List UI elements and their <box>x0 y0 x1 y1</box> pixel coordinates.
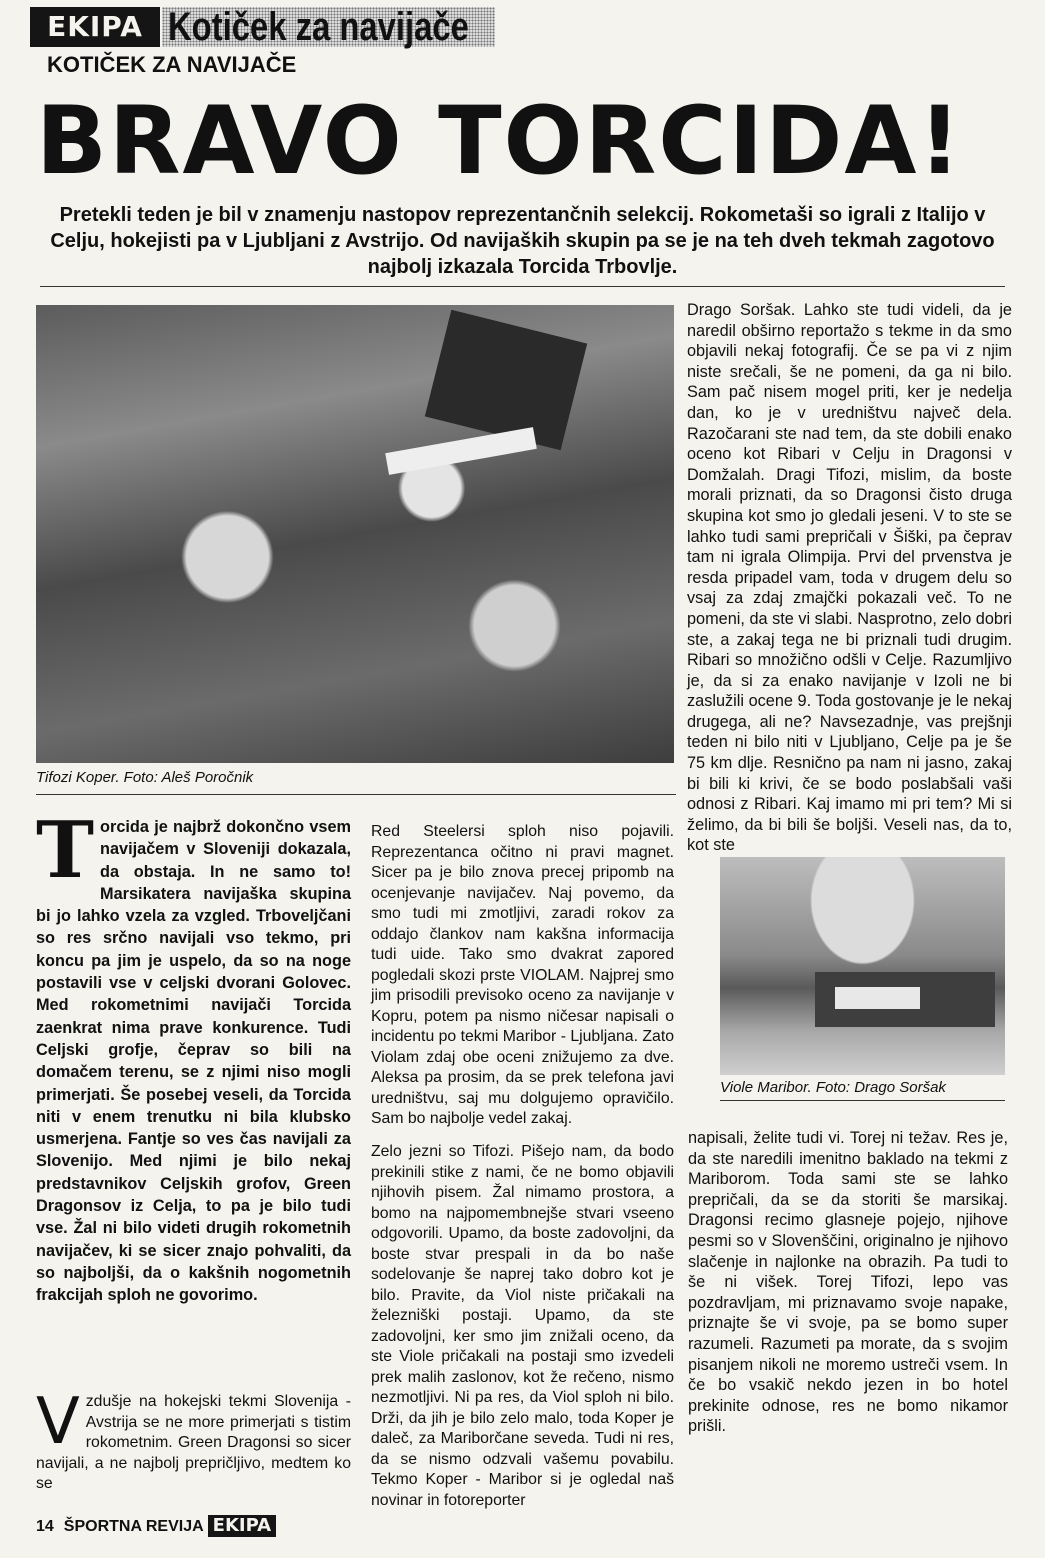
photo-caption: Tifozi Koper. Foto: Aleš Poročnik <box>36 769 254 786</box>
article-column-middle-bottom: Zelo jezni so Tifozi. Pišejo nam, da bodo prekinili stike z nami, če ne bomo objavili njihovih pisem. Žal nimamo prostora, a bomo na najpomembnejše stvari vseeno odgovorili. Upamo, da boste zadovoljni, da boste stvar prespali in da bo naše sodelovanje še naprej tako dobro kot je bilo. Pravite, da Viol niste pričakali na železniški postaji. Upamo, da ste zadovoljni, ker smo jim znižali oceno, da ste Viole pričakali na postaji smo izvedeli prek malih zaslonov, kot že rečeno, nismo nezmotljivi. Ni pa res, da Viol sploh ni bilo. Drži, da jih je bilo zelo malo, toda Koper je daleč, za Mariborčane seveda. Tudi ni res, da se nismo odzvali vašemu povabilu. Tekmo Koper - Maribor si je ogledal naš novinar in fotoreporter <box>371 1143 674 1509</box>
dropcap: T <box>36 805 95 896</box>
divider <box>720 1100 1005 1101</box>
article-column-right-top: Drago Soršak. Lahko ste tudi videli, da je naredil obširno reportažo s tekme in da smo objavili nekaj fotografij. Če se pa vi z njim niste srečali, še ne pomeni, da ga ni bilo. Sam pač nisem mogel priti, ker je nedelja dan, ko je v uredništvu največ dela. Razočarani ste nad tem, da ste dobili enako oceno kot Ribari v Celju in Dragonsi v Domžalah. Dragi Tifozi, mislim, da boste morali priznati, da so Dragonsi čisto druga skupina kot smo jo gledali jeseni. V to ste se lahko tudi sami prepričali v Šiški, pa čeprav tam ni igrala Olimpija. Prvi del prvenstva je resda pripadel vam, toda v drugem delu so vsaj za zdaj zmajčki pokazali več. To ne pomeni, da ste vi slabi. Nasprotno, zelo dobri ste, a zakaj tega ne bi priznali tudi drugim. Ribari so množično odšli v Celje. Razumljivo je, da si za enako navijanje v Izoli ne bi zaslužili ocene 9. Toda gostovanje je le nekaj drugega, ali ne? Navsezadnje, vas prejšnji teden ni bilo niti v Ljubljano, Celje pa je še 75 km dlje. Resnično pa nam ni jasno, zakaj bi bili ki krivi, če se bodo poslabšali vaši odnosi z Ribari. Kaj imamo mi pri tem? Mi si želimo, da bi bili še boljši. Veseli nas, da to, kot ste <box>687 301 1012 855</box>
article-text: zdušje na hokejski tekmi Slovenija - Avstrija se ne more primerjati s tistim rokometnim. Green Dragonsi so sicer navijali, a ne najbolj prepričljivo, medtem ko se <box>36 1393 351 1492</box>
page-number: 14 <box>36 1518 54 1535</box>
viole-photo <box>720 857 1005 1075</box>
article-column-left-second <box>36 1385 351 1492</box>
photo-caption: Viole Maribor. Foto: Drago Soršak <box>720 1079 946 1096</box>
article-text: orcida je najbrž dokončno vsem navijačem v Sloveniji dokazala, da obstaja. In ne samo to! Marsikatera navijaška skupina bi jo lahko vzela za vzgled. Trboveljčani so res srčno navijali vso tekmo, pri koncu pa jim je uspelo, da so na noge postavili vse v celjski dvorani Golovec. Med rokometnimi navijači Torcida zaenkrat nima prave konkurence. Tudi Celjski grofje, čeprav so bili na domačem terenu, se z njimi niso mogli primerjati. Še posebej veseli, da Torcida niti v enem trenutku ni bila klubsko usmerjena. Fantje so ves čas navijali za Slovenijo. Med njimi je bilo nekaj predstavnikov Celjskih grofov, Green Dragonsov iz Celja, to pa je bilo tudi vse. Žal ni bilo videti drugih rokometnih navijačev, ki se sicer znajo pohvaliti, da so najboljši, da o kakšnih nogometnih frakcijah sploh ne govorimo. <box>36 818 351 1305</box>
article-column-left <box>36 805 351 1386</box>
photo-sign <box>835 987 920 1009</box>
section-title <box>162 7 495 47</box>
headline: BRAVO TORCIDA! <box>36 87 963 196</box>
kicker: KOTIČEK ZA NAVIJAČE <box>47 52 297 77</box>
brand-logo: EKIPA <box>30 7 160 47</box>
fans-photo <box>36 305 674 763</box>
divider <box>36 794 676 795</box>
photo-banner <box>385 427 537 475</box>
lead-paragraph: Pretekli teden je bil v znamenju nastopov reprezentančnih selekcij. Rokometaši so igrali z Italijo v Celju, hokejisti pa v Ljubljani z Avstrijo. Od navijaških skupin pa se je na teh dveh tekmah zagotovo najbolj izkazala Torcida Trbovlje. <box>50 204 995 278</box>
page-footer <box>36 1515 276 1538</box>
article-column-middle-top: Red Steelersi sploh niso pojavili. Reprezentanca očitno ni pravi magnet. Sicer pa je bilo znova precej pripomb na ocenjevanje navijačev. Naj povemo, da smo tudi mi zmotljivi, zaradi rokov za oddajo člankov nam kakšna informacija tudi uide. Tako smo dvakrat zapored pogledali skozi prste VIOLAM. Najprej smo jim prisodili previsoko oceno za navijanje v Kopru, potem pa nismo ničesar napisali o incidentu po tekmi Maribor - Ljubljana. Zato Violam zdaj obe oceni znižujemo za dve. Aleksa pa prosim, da se prek telefona javi uredništvu, saj mu dolgujemo opravičilo. Sam bo najbolje vedel zakaj. <box>371 823 674 1127</box>
magazine-name: ŠPORTNA REVIJA <box>63 1518 204 1535</box>
article-column-right-bottom: napisali, želite tudi vi. Torej ni težav. Res je, da ste naredili imenitno baklado na tekmi z Mariborom. Toda sami ste se lahko prepričali, da se da storiti še marsikaj. Dragonsi recimo glasneje pojejo, njihove pesmi so v Slovenščini, originalno je njihovo slačenje in najlonke na obrazih. Pa tudi to še ni višek. Torej Tifozi, lepo vas pozdravljam, mi priznavamo svoje napake, priznajte še vi svoje, pa se bomo super razumeli. Razumeti pa morate, da s svojim pisanjem nikoli ne moremo ustreči vsem. In če bo vsakič nekdo jezen in bo hotel prekinite odnose, res ne bomo nikamor prišli. <box>688 1129 1008 1436</box>
divider <box>40 286 1005 287</box>
footer-logo: EKIPA <box>208 1515 276 1537</box>
section-title-text: Kotiček za navijače <box>168 5 469 49</box>
dropcap: V <box>36 1385 80 1459</box>
photo-flag <box>425 310 587 451</box>
